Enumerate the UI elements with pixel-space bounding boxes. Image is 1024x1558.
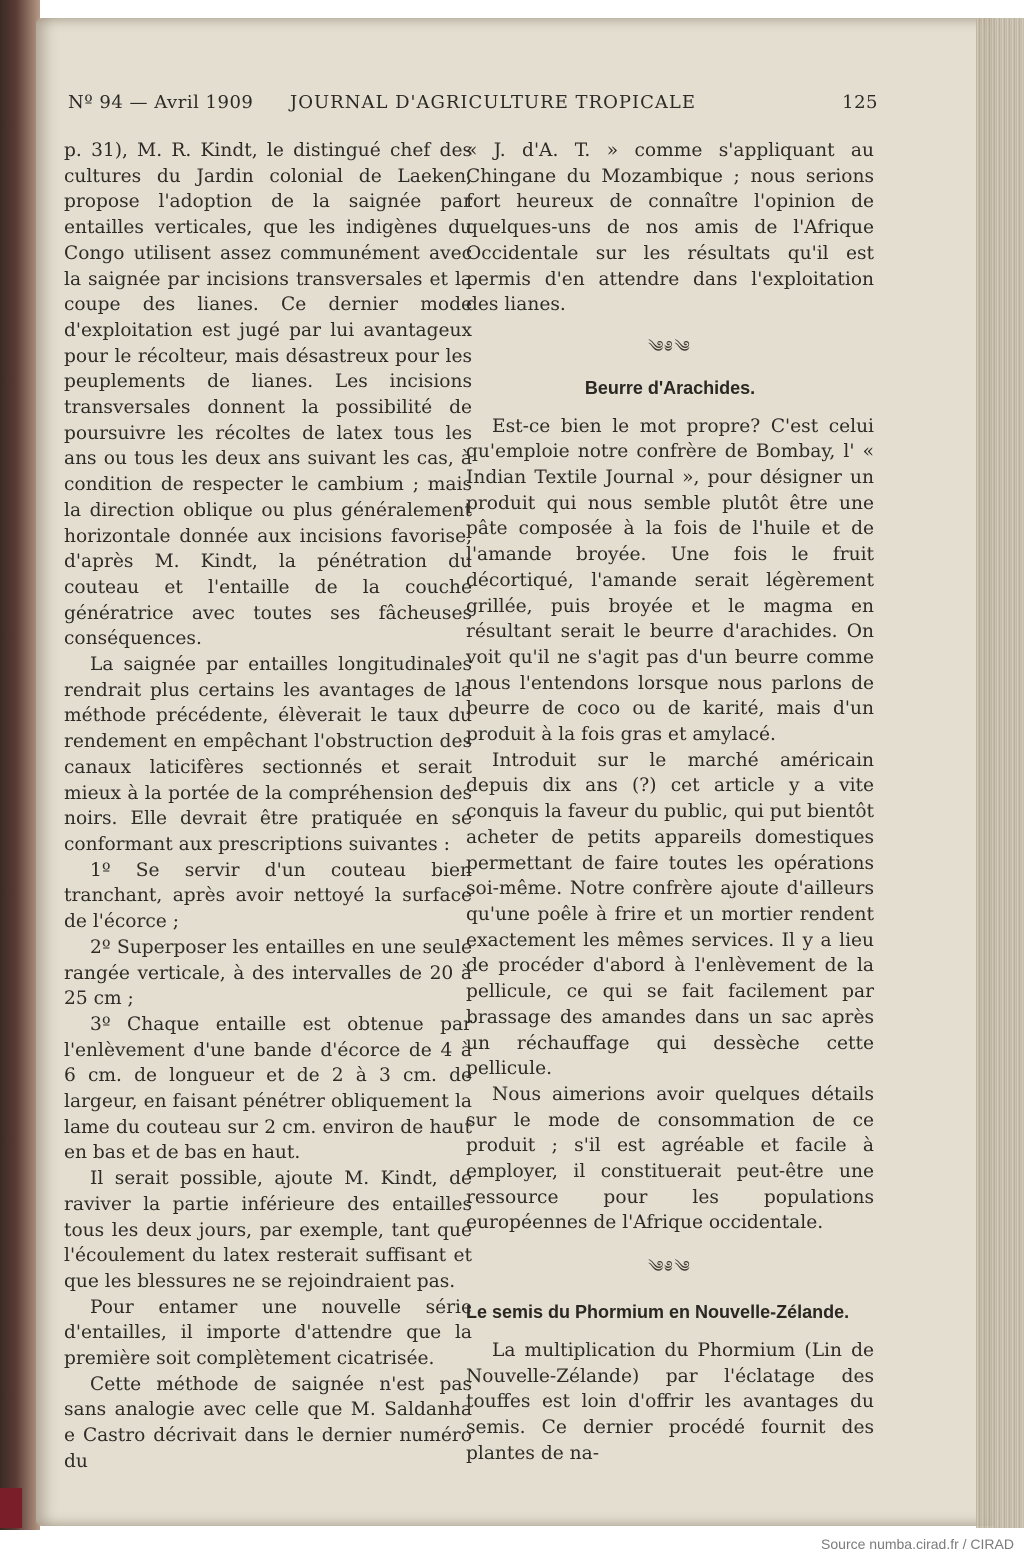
source-credit: Source numba.cirad.fr / CIRAD	[821, 1536, 1014, 1552]
paragraph: Est-ce bien le mot propre? C'est celui qu'emploie notre confrère de Bombay, l' « Indian Textile Journal », pour désigner un produit qui nous semble plutôt être une pâte composée à la fois de l'huile et de l'amande broyée. Une fois le fruit décortiqué, l'amande serait légèrement grillée, puis broyée et le magma en résultant serait le beurre d'arachides. On voit qu'il ne s'agit pas d'un beurre comme nous l'entendons lorsque nous parlons de beurre de coco ou de karité, mais d'un produit à la fois gras et amylacé.	[466, 415, 874, 746]
list-item: 3º Chaque entaille est obtenue par l'enlèvement d'une bande d'écorce de 4 à 6 cm. de longueur et de 2 à 3 cm. de largeur, en faisant pénétrer obliquement la lame du couteau sur 2 cm. environ de haut en bas et de bas en haut.	[64, 1013, 472, 1164]
journal-title: JOURNAL D'AGRICULTURE TROPICALE	[290, 92, 696, 113]
paragraph: La saignée par entailles longitudinales rendrait plus certains les avantages de la méthode précédente, élèverait le taux du rendement en empêchant l'obstruction des canaux laticifères sectionnés et serait mieux à la portée de la compréhension des noirs. Elle devrait être pratiquée en se conformant aux prescriptions suivantes :	[64, 654, 472, 855]
issue-date: Nº 94 — Avril 1909	[68, 92, 254, 113]
paragraph: « J. d'A. T. » comme s'appliquant au Chingane du Mozambique ; nous serions fort heureux de connaître l'opinion de quelques-uns de nos amis de l'Afrique Occidentale sur les résultats qu'il est permis d'en attendre dans l'exploitation des lianes.	[466, 140, 874, 316]
page-stack-edge	[976, 18, 1024, 1528]
running-header	[68, 92, 878, 116]
page-number: 125	[842, 92, 878, 113]
paragraph: Introduit sur le marché américain depuis dix ans (?) cet article y a vite conquis la faveur du public, qui put bientôt acheter de petits appareils domestiques permettant de faire toutes les opérations soi-même. Notre confrère ajoute d'ailleurs qu'une poêle à frire et un mortier rendent exactement les mêmes services. Il y a lieu de procéder d'abord à l'enlèvement de la pellicule, ce qui se fait facilement par brassage des amandes dans un sac après un réchauffage qui dessèche cette pellicule.	[466, 749, 874, 1080]
list-item: 1º Se servir d'un couteau bien tranchant, après avoir nettoyé la surface de l'écorce ;	[64, 859, 472, 933]
right-column	[466, 138, 874, 1466]
list-item: 2º Superposer les entailles en une seule rangée verticale, à des intervalles de 20 à 25 cm ;	[64, 936, 472, 1010]
left-column	[64, 138, 472, 1475]
section-heading: Le semis du Phormium en Nouvelle-Zélande.	[466, 1302, 850, 1323]
paragraph: Il serait possible, ajoute M. Kindt, de raviver la partie inférieure des entailles tous les deux jours, par exemple, tant que l'écoulement du latex resterait suffisant et que les blessures ne se rejoindraient pas.	[64, 1168, 472, 1292]
paragraph: Pour entamer une nouvelle série d'entailles, il importe d'attendre que la première soit complètement cicatrisée.	[64, 1296, 472, 1370]
paragraph: p. 31), M. R. Kindt, le distingué chef des cultures du Jardin colonial de Laeken, propose l'adoption de la saignée par entailles verticales, que les indigènes du Congo utilisent assez communément avec la saignée par incisions transversales et la coupe des lianes. Ce dernier mode d'exploitation est jugé par lui avantageux pour le récolteur, mais désastreux pour les peuplements de lianes. Les incisions transversales donnent la possibilité de poursuivre les récoltes de latex tous les ans ou tous les deux ans suivant les cas, à condition de respecter le cambium ; mais la direction oblique ou plus généralement horizontale donnée aux incisions favorise, d'après M. Kindt, la pénétration du couteau et l'entaille de la couche génératrice avec toutes ses fâcheuses conséquences.	[64, 140, 472, 650]
section-heading: Beurre d'Arachides.	[584, 377, 756, 398]
paragraph: Nous aimerions avoir quelques détails sur le mode de consommation de ce produit ; s'il est agréable et facile à employer, il constituerait peut-être une ressource pour les populations européennes de l'Afrique occidentale.	[466, 1083, 874, 1234]
section-ornament: ༄༅༄	[648, 336, 692, 356]
paragraph: Cette méthode de saignée n'est pas sans analogie avec celle que M. Saldanha e Castro décrivait dans le dernier numéro du	[64, 1373, 472, 1472]
book-binding-edge	[0, 0, 40, 1530]
section-ornament: ༄༅༄	[648, 1257, 692, 1277]
binding-ribbon	[0, 1488, 22, 1528]
paragraph: La multiplication du Phormium (Lin de Nouvelle-Zélande) par l'éclatage des touffes est loin d'offrir les avantages du semis. Ce dernier procédé fournit des plantes de na-	[466, 1339, 874, 1464]
